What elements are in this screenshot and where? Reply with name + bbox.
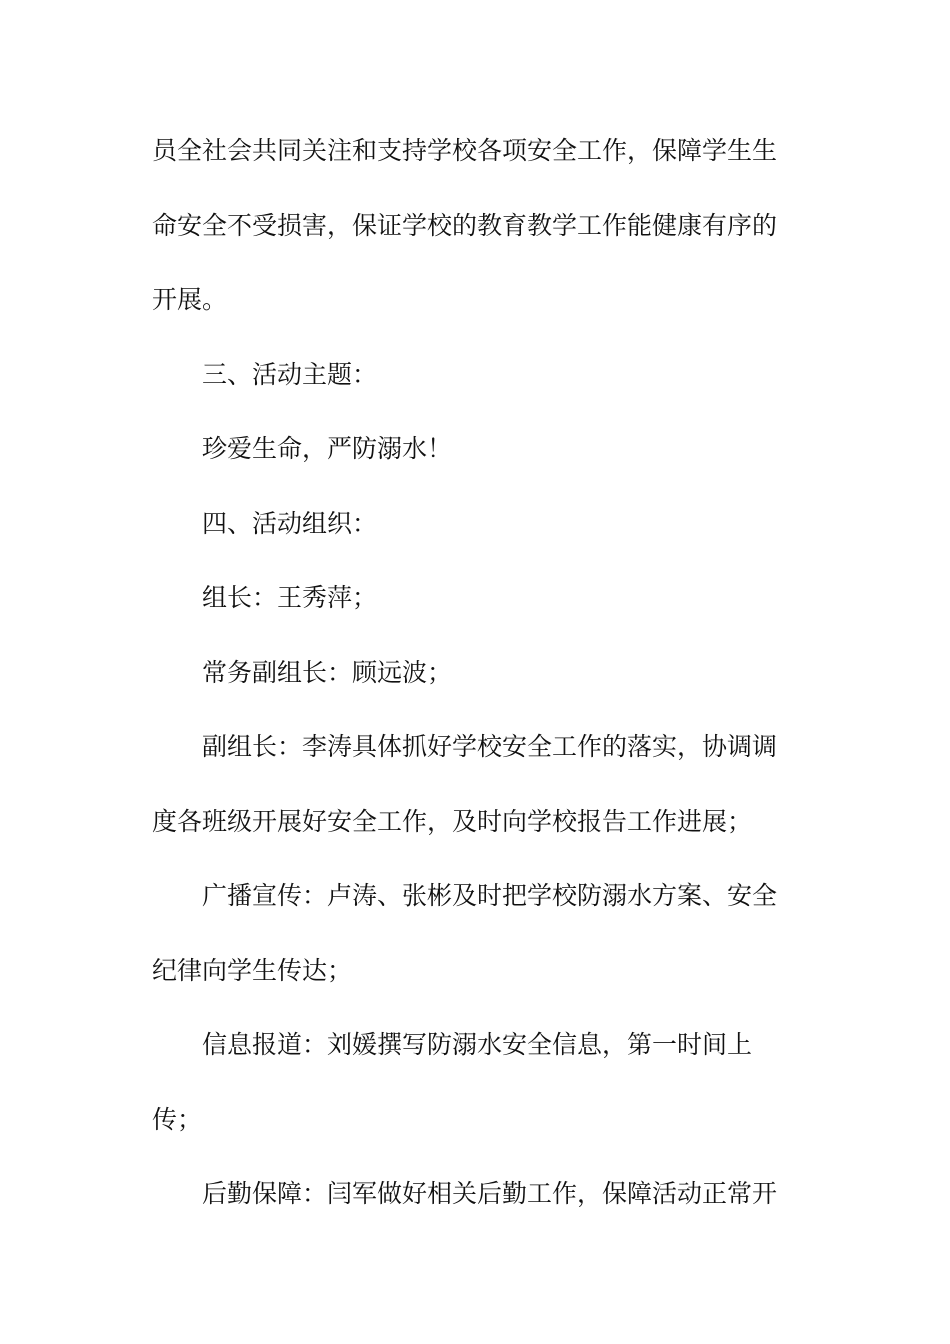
theme-slogan: 珍爱生命，严防溺水！	[202, 434, 453, 463]
text-line: 命安全不受损害，保证学校的教育教学工作能健康有序的	[152, 210, 778, 240]
text-line: 员全社会共同关注和支持学校各项安全工作，保障学生生	[152, 136, 778, 165]
text-line: 度各班级开展好安全工作，及时向学校报告工作进展；	[152, 806, 753, 836]
text-line: 纪律向学生传达；	[152, 955, 353, 985]
text-line: 开展。	[152, 285, 228, 314]
document-body	[152, 114, 792, 1232]
section-heading-theme: 三、活动主题：	[202, 359, 378, 389]
section-heading-organization: 四、活动组织：	[202, 508, 378, 538]
text-line: 后勤保障：闫军做好相关后勤工作，保障活动正常开	[202, 1179, 778, 1208]
text-line: 组长：王秀萍；	[202, 583, 378, 612]
text-line: 广播宣传：卢涛、张彬及时把学校防溺水方案、安全	[202, 881, 778, 910]
text-line: 副组长：李涛具体抓好学校安全工作的落实，协调调	[202, 732, 778, 761]
text-line: 常务副组长：顾远波；	[202, 657, 453, 687]
text-line: 信息报道：刘媛撰写防溺水安全信息，第一时间上	[202, 1030, 753, 1059]
text-line: 传；	[152, 1104, 203, 1134]
